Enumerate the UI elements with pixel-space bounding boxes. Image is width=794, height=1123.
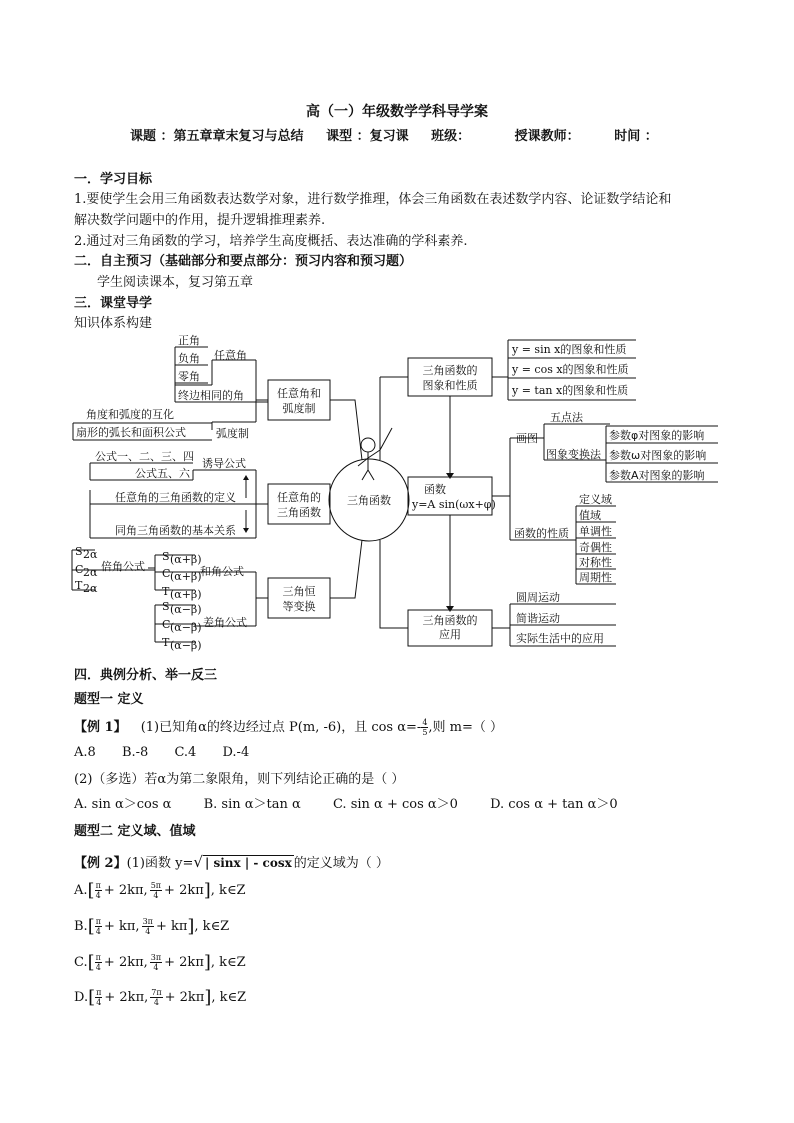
lesson-time: 时间 ：: [614, 129, 658, 144]
mindmap-angle-box-line1: 任意角和: [277, 387, 321, 400]
knowledge-mindmap: [0, 330, 794, 660]
lesson-topic: 课题 ：第五章章末复习与总结: [130, 129, 304, 144]
mindmap-diff-S-sub: (α−β): [170, 603, 202, 616]
mindmap-double-T-sub: 2α: [83, 582, 98, 595]
mindmap-sum-C-sub: (α+β): [170, 570, 202, 583]
ex1q2-option-a: A. sin α＞cos α: [74, 797, 172, 812]
mindmap-item-param-omega: 参数ω对图象的影响: [609, 449, 707, 462]
mindmap-item-conversion: 角度和弧度的互化: [86, 408, 174, 421]
mindmap-item-sin: y = sin x的图象和性质: [512, 343, 627, 356]
question-type-1: 题型一 定义: [74, 692, 144, 707]
mindmap-item-five-point: 五点法: [550, 411, 583, 424]
mindmap-diff-T: T: [162, 636, 170, 649]
goal-line-1: 1.要使学生会用三角函数表达数学对象，进行数学推理，体会三角函数在表述数学内容、论证数学结论和: [74, 192, 672, 207]
mindmap-item-circular: 圆周运动: [516, 591, 560, 604]
mindmap-double-S: S: [75, 545, 83, 558]
preview-line: 学生阅读课本，复习第五章: [97, 275, 254, 290]
section-heading-examples: 四．典例分析、举一反三: [74, 668, 218, 683]
mindmap-graph-box-line2: 图象和性质: [422, 379, 478, 392]
lesson-type: 课型 ：复习课: [326, 129, 409, 144]
mindmap-item-real-life: 实际生活中的应用: [516, 632, 604, 645]
mindmap-func-box-line2: y=A sin(ωx+φ): [412, 498, 496, 511]
arrow-down-icon-1: [446, 473, 454, 479]
lesson-class: 班级：: [431, 129, 471, 144]
mindmap-trig-box-line2: 三角函数: [277, 506, 321, 519]
example-1-question-2: (2)（多选）若α为第二象限角，则下列结论正确的是（ ）: [74, 772, 405, 787]
ex1-option-c: C.4: [174, 745, 197, 760]
mindmap-item-sector: 扇形的弧长和面积公式: [76, 426, 186, 439]
mindmap-item-param-A: 参数A对图象的影响: [609, 469, 705, 482]
mindmap-item-formula-1234: 公式一、二、三、四: [95, 450, 194, 463]
mindmap-sum-T: T: [162, 585, 170, 598]
mindmap-double-S-sub: 2α: [83, 548, 98, 561]
mindmap-diff-S: S: [162, 600, 170, 613]
mindmap-prop-domain: 定义域: [579, 493, 612, 506]
mindmap-item-param-phi: 参数φ对图象的影响: [609, 429, 705, 442]
mindmap-item-formula-56: 公式五、六: [135, 467, 190, 480]
mindmap-trig-box-line1: 任意角的: [277, 491, 321, 504]
ex1-option-b: B.-8: [121, 745, 149, 760]
mindmap-item-tan: y = tan x的图象和性质: [512, 384, 629, 397]
mindmap-item-transform: 图象变换法: [546, 448, 601, 461]
mindmap-apply-box-line1: 三角函数的: [422, 614, 478, 627]
mindmap-label-props: 函数的性质: [514, 527, 569, 540]
section-heading-goals: 一．学习目标: [74, 172, 153, 187]
ex2-option-a: A.[ $\frac{\pi}{4}$ + 2kπ, $\frac{5\pi}{4}$ + 2kπ], k∈Z: [74, 880, 246, 901]
mindmap-double-C: C: [75, 563, 84, 576]
mindmap-item-basic-relation: 同角三角函数的基本关系: [115, 524, 236, 537]
ex1q2-option-d: D. cos α + tan α＞0: [490, 797, 618, 812]
example-2-question: 【例 2】(1)函数 y=√ | sinx | - cosx 的定义域为（ ）: [74, 853, 389, 871]
mindmap-center-label: 三角函数: [347, 494, 391, 507]
mindmap-item-cos: y = cos x的图象和性质: [512, 363, 629, 376]
mindmap-identity-box-line1: 三角恒: [282, 585, 316, 598]
sqrt-sign-icon: √: [193, 853, 203, 871]
mindmap-item-zero-angle: 零角: [178, 370, 200, 383]
mindmap-apply-box-line2: 应用: [439, 628, 461, 641]
question-type-2: 题型二 定义域、值域: [74, 824, 196, 839]
ex1q2-option-c: C. sin α + cos α＞0: [332, 797, 458, 812]
goal-line-2: 解决数学问题中的作用，提升逻辑推理素养.: [74, 213, 326, 228]
mindmap-prop-monotonic: 单调性: [579, 525, 612, 538]
ex1q2-option-b: B. sin α＞tan α: [203, 797, 301, 812]
mindmap-label-radian: 弧度制: [216, 427, 249, 440]
lesson-info: [130, 125, 676, 144]
example-1-q2-options: [74, 793, 618, 812]
lesson-teacher: 授课教师：: [514, 129, 580, 144]
mindmap-double-C-sub: 2α: [83, 566, 98, 579]
fraction-four-fifths: $\frac{4}{5}$: [422, 718, 428, 737]
mindmap-item-coterminal: 终边相同的角: [178, 389, 244, 402]
mindmap-sum-C: C: [162, 567, 171, 580]
arrow-up-icon-1: [243, 475, 249, 480]
mindmap-sum-S-sub: (α+β): [170, 553, 202, 566]
mindmap-label-diff-angle: 差角公式: [203, 616, 247, 629]
mindmap-prop-range: 值域: [579, 509, 601, 522]
knowledge-subheading: 知识体系构建: [74, 316, 153, 331]
mindmap-sum-S: S: [162, 550, 170, 563]
arrow-down-icon-2: [446, 606, 454, 612]
ex1-option-a: A.8: [74, 745, 96, 760]
example-1-label: 【例 1】: [74, 720, 127, 735]
example-1-options: [74, 745, 249, 760]
section-heading-guide: 三．课堂导学: [74, 296, 153, 311]
mindmap-label-induction: 诱导公式: [202, 457, 246, 470]
example-2-label: 【例 2】: [74, 856, 127, 871]
mindmap-prop-period: 周期性: [579, 571, 612, 584]
mindmap-item-negative-angle: 负角: [178, 352, 200, 365]
ex1-option-d: D.-4: [222, 745, 250, 760]
ex2-option-c: C.[ $\frac{\pi}{4}$ + 2kπ, $\frac{3\pi}{4}$ + 2kπ], k∈Z: [74, 952, 246, 973]
section-heading-preview: 二．自主预习（基础部分和要点部分：预习内容和预习题）: [74, 254, 413, 269]
page-title: 高（一）年级数学学科导学案: [306, 104, 488, 120]
mindmap-graph-box-line1: 三角函数的: [422, 364, 478, 377]
example-1-question-1: 【例 1】 (1)已知角α的终边经过点 P(m, -6)，且 cos α=- $\frac{4}{5}$ ,则 m=（ ）: [74, 718, 504, 737]
mindmap-label-draw: 画图: [516, 432, 538, 445]
mindmap-diff-C-sub: (α−β): [170, 621, 202, 634]
mindmap-angle-box-line2: 弧度制: [282, 402, 316, 415]
mindmap-label-sum-angle: 和角公式: [200, 565, 244, 578]
sqrt-content: | sinx | - cosx: [204, 856, 292, 870]
goal-line-3: 2.通过对三角函数的学习，培养学生高度概括、表达准确的学科素养.: [74, 234, 468, 249]
mindmap-sum-T-sub: (α+β): [170, 588, 202, 601]
arrow-down-icon-3: [243, 528, 249, 533]
mindmap-label-double-angle: 倍角公式: [101, 560, 145, 573]
mindmap-diff-T-sub: (α−β): [170, 639, 202, 652]
mindmap-double-T: T: [75, 579, 83, 592]
mindmap-item-positive-angle: 正角: [178, 334, 200, 347]
ex2-option-b: B.[ $\frac{\pi}{4}$ + kπ, $\frac{3\pi}{4}$ + kπ], k∈Z: [74, 916, 230, 937]
mindmap-func-box-line1: 函数: [424, 483, 446, 496]
mindmap-identity-box-line2: 等变换: [282, 600, 316, 613]
mindmap-prop-parity: 奇偶性: [579, 541, 612, 554]
ex2-option-d: D.[ $\frac{\pi}{4}$ + 2kπ, $\frac{7\pi}{4}$ + 2kπ], k∈Z: [74, 987, 247, 1008]
mindmap-label-any-angle: 任意角: [214, 349, 247, 362]
mindmap-diff-C: C: [162, 618, 171, 631]
mindmap-prop-symmetry: 对称性: [579, 556, 612, 569]
mindmap-item-harmonic: 简谐运动: [516, 612, 560, 625]
mindmap-item-definition: 任意角的三角函数的定义: [115, 491, 236, 504]
